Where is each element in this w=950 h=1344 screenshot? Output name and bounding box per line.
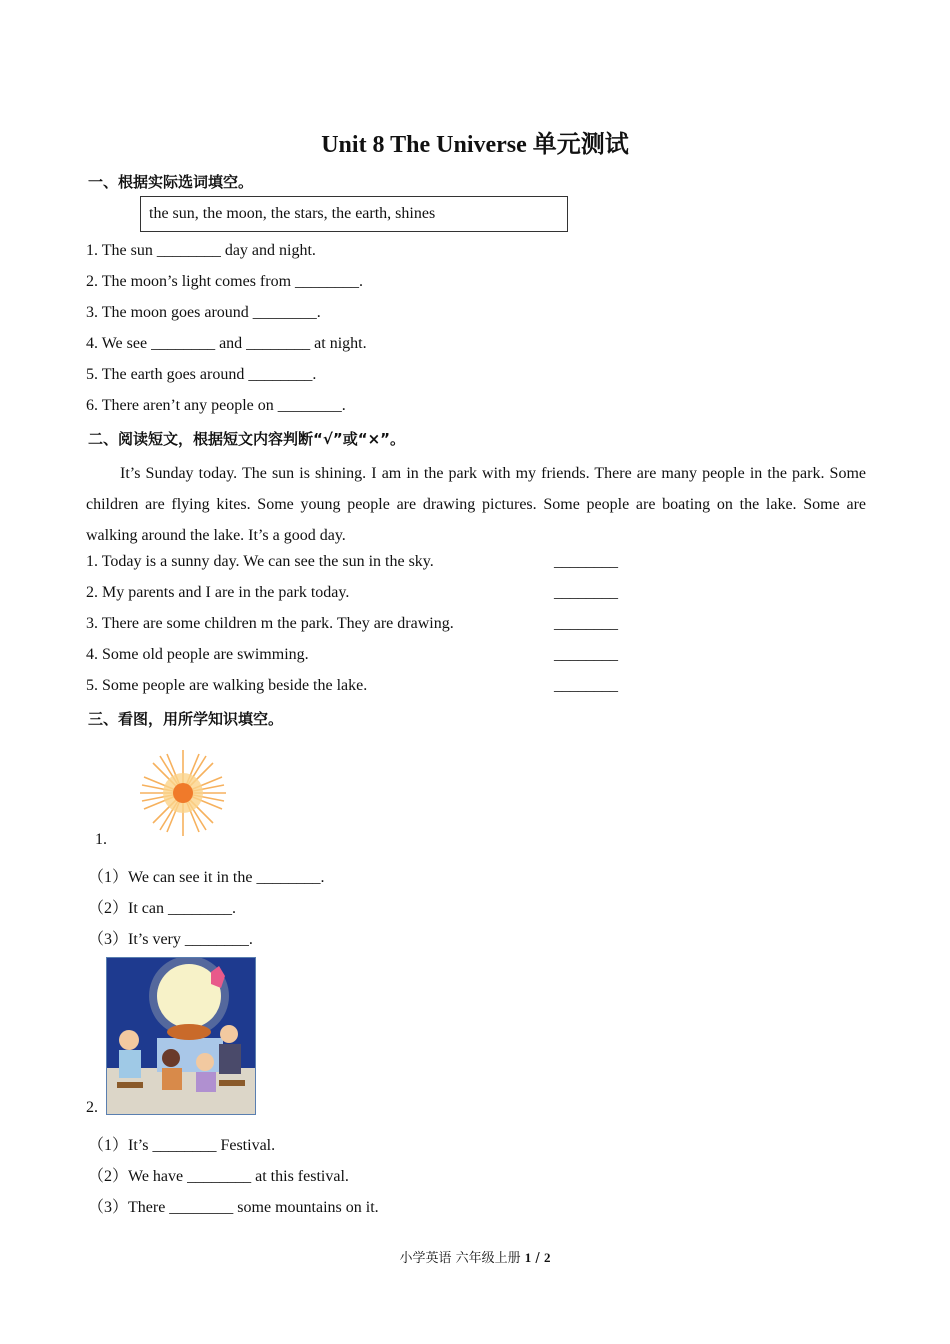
s1-item-2: 2. The moon’s light comes from ________.: [86, 273, 364, 290]
s2-answer-blank-2: ________: [554, 584, 618, 601]
footer-page-total: 2: [543, 1250, 551, 1265]
s1-item-1: 1. The sun ________ day and night.: [86, 242, 316, 259]
s3-q1-item-3: （3）It’s very ________.: [88, 931, 253, 948]
s2-answer-blank-5: ________: [554, 677, 618, 694]
s3-q1-item-2: （2）It can ________.: [88, 900, 236, 917]
s1-item-5: 5. The earth goes around ________.: [86, 366, 317, 383]
s3-q2-number: 2.: [86, 1099, 98, 1116]
section1-heading: 一、根据实际选词填空。: [88, 173, 254, 191]
section2-heading: 二、阅读短文，根据短文内容判断“√”或“×”。: [88, 430, 406, 448]
sun-illustration: [136, 748, 230, 838]
s2-answer-blank-3: ________: [554, 615, 618, 632]
section3-heading: 三、看图，用所学知识填空。: [88, 710, 284, 728]
s3-q1-number: 1.: [95, 831, 107, 848]
s1-item-4: 4. We see ________ and ________ at night.: [86, 335, 367, 352]
word-bank-box: the sun, the moon, the stars, the earth, shines: [140, 196, 568, 232]
s2-item-5: 5. Some people are walking beside the lake.: [86, 677, 368, 694]
s3-q2-item-3: （3）There ________ some mountains on it.: [88, 1199, 379, 1216]
s2-item-3: 3. There are some children m the park. They are drawing.: [86, 615, 454, 632]
page-footer: [0, 1247, 950, 1266]
mid-autumn-illustration: [106, 957, 256, 1115]
s2-answer-blank-4: ________: [554, 646, 618, 663]
reading-passage: It’s Sunday today. The sun is shining. I am in the park with my friends. There are many people in the park. Some children are flying kites. Some young people are drawing pictures. Some people are boating on the lake. Some are walking around the lake. It’s a good day.: [86, 465, 866, 544]
s3-q1-item-1: （1）We can see it in the ________.: [88, 869, 325, 886]
s3-q2-item-1: （1）It’s ________ Festival.: [88, 1137, 276, 1154]
s2-answer-blank-1: ________: [554, 553, 618, 570]
s3-q2-item-2: （2）We have ________ at this festival.: [88, 1168, 349, 1185]
page-title: Unit 8 The Universe 单元测试: [321, 132, 629, 158]
s2-item-2: 2. My parents and I are in the park today.: [86, 584, 350, 601]
s1-item-3: 3. The moon goes around ________.: [86, 304, 321, 321]
footer-text: 小学英语 六年级上册: [399, 1251, 525, 1266]
s1-item-6: 6. There aren’t any people on ________.: [86, 397, 346, 414]
s2-item-4: 4. Some old people are swimming.: [86, 646, 309, 663]
s2-item-1: 1. Today is a sunny day. We can see the sun in the sky.: [86, 553, 434, 570]
footer-page-number: 1: [524, 1250, 532, 1265]
footer-separator: /: [531, 1251, 544, 1266]
